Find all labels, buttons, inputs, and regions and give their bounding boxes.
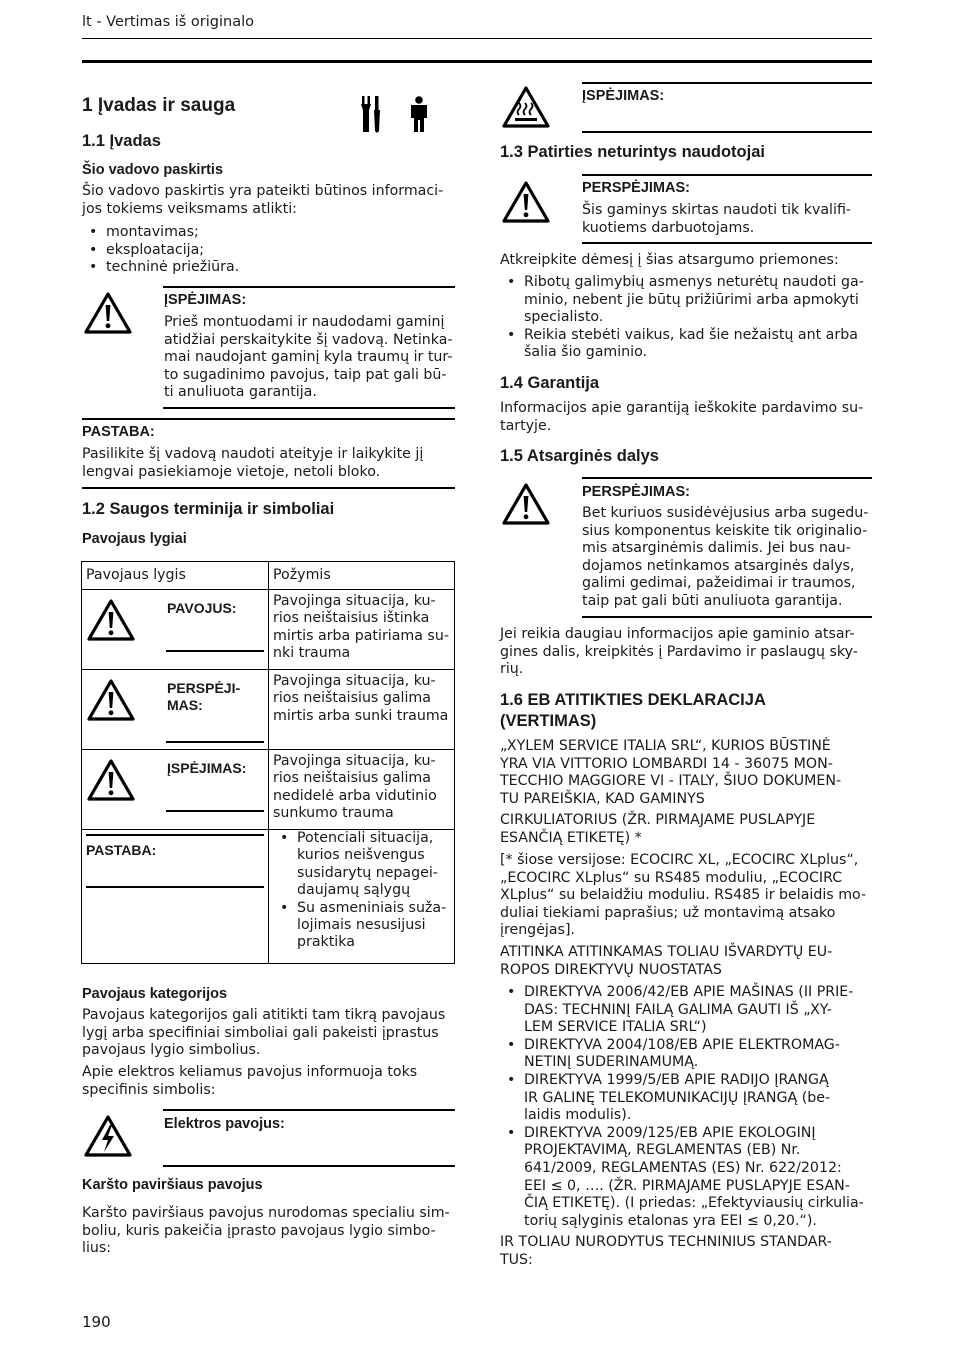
list-item: • DIREKTYVA 2004/108/EB APIE ELEKTROMAG- NETINĮ SUDERINAMUMĄ. [500,1037,872,1072]
level-rule [166,741,264,743]
level-description: Pavojinga situacija, ku- rios neištaisius galima nedidelė arba vidutinio sunkumo trauma [273,753,437,822]
electric-bottom-rule [163,1165,455,1167]
warning-bottom-rule [163,407,455,409]
section-1-4-title: 1.4 Garantija [500,374,600,392]
person-icon [408,96,430,134]
list-item: • eksploatacija; [82,242,454,260]
hot-surface-icon [501,85,551,129]
electrical-hazard-icon [83,1114,133,1158]
precautions-intro: Atkreipkite dėmesį į šias atsargumo priemones: [500,252,839,268]
note-rule [86,886,264,888]
subheading-hazard-levels: Pavojaus lygiai [82,531,187,547]
level-description: Pavojinga situacija, ku- rios neištaisius galima mirtis arba sunki trauma [273,673,449,724]
caution-triangle-icon [501,180,551,224]
level-description: Pavojinga situacija, ku- rios neištaisius ištinka mirtis arba patiriama su- nki trauma [273,593,449,662]
declaration-p3: [* šiose versijose: ECOCIRC XL, „ECOCIRC XLplus“, „ECOCIRC XLplus“ su RS485 moduliu, „ECOCIRC XLplus“ su belaidžiu moduliu. RS485 ir belaidis mo- duliai tiekiami paprašius; už montavimą atsako įrengėjas]. [500,852,867,939]
caution-bottom-rule [582,242,872,244]
danger-triangle-icon [86,598,136,642]
note-rule [86,834,264,836]
list-item: • Su asmeniniais suža- lojimais nesusijusi praktika [273,900,454,952]
level-description-list [269,830,454,952]
tools-icon [360,96,384,134]
section-1-1-title: 1.1 Įvadas [82,132,161,150]
caution-top-rule [582,174,872,176]
hot-top-rule [582,82,872,84]
list-item: • techninė priežiūra. [82,259,454,277]
note-bottom-rule [82,487,455,489]
caution-text: Šis gaminys skirtas naudoti tik kvalifi- kuotiems darbuotojams. [582,202,851,236]
level-rule [166,650,264,652]
subheading-purpose: Šio vadovo paskirtis [82,162,224,178]
list-item: • montavimas; [82,224,454,242]
list-item: • Reikia stebėti vaikus, kad šie nežaistų ant arba šalia šio gaminio. [500,327,872,362]
hot-label: ĮSPĖJIMAS: [582,88,665,104]
table-header-row [82,562,455,590]
purpose-paragraph: Šio vadovo paskirtis yra pateikti būtinos informaci- jos tokiems veiksmams atlikti: [82,183,444,217]
list-item: • DIREKTYVA 2009/125/EB APIE EKOLOGINĮ PROJEKTAVIMĄ, REGLAMENTAS (EB) Nr. 641/2009, REGLAMENTAS (ES) Nr. 622/2012: EEI ≤ 0, …. (ŽR. PIRMAJAME PUSLAPYJE ESAN- ČIĄ ETIKETĘ). (I priedas: „Efektyviausių cirkulia- torių sąlyginis etalonas yra EEI ≤ 0,20.“). [500,1125,872,1231]
parts-paragraph: Jei reikia daugiau informacijos apie gaminio atsar- gines dalis, kreipkitės į Pardavimo ir paslaugų sky- rių. [500,626,858,678]
header-rule [82,38,872,39]
hot-bottom-rule [582,131,872,133]
table-row [82,750,455,830]
level-label: ĮSPĖJIMAS: [167,760,247,776]
purpose-list [82,224,454,277]
caution-triangle-icon [501,482,551,526]
declaration-p5: IR TOLIAU NURODYTUS TECHNINIUS STANDAR- TUS: [500,1234,832,1268]
chapter-title: 1 Įvadas ir sauga [82,95,236,116]
note-text: Pasilikite šį vadovą naudoti ateityje ir laikykite jį lengvai pasiekiamoje vietoje, netoli bloko. [82,446,424,480]
caution-label: PERSPĖJIMAS: [582,180,690,196]
precautions-list [500,274,872,362]
hazard-levels-table [81,561,455,964]
section-1-6-title: 1.6 EB ATITIKTIES DEKLARACIJA (VERTIMAS) [500,691,766,730]
page-number: 190 [82,1313,111,1331]
list-item: • Ribotų galimybių asmenys neturėtų naudoti ga- minio, nebent jie būtų prižiūrimi arba apmokyti specialisto. [500,274,872,327]
subheading-hot-surface: Karšto paviršiaus pavojus [82,1177,263,1193]
section-1-5-title: 1.5 Atsarginės dalys [500,447,659,465]
warning-triangle-icon [86,758,136,802]
level-rule [166,810,264,812]
list-item: • Potenciali situacija, kurios neišvengus susidarytų nepagei- daujamų sąlygų [273,830,454,900]
caution-triangle-icon [86,678,136,722]
directives-list [500,984,872,1230]
warranty-paragraph: Informacijos apie garantiją ieškokite pardavimo su- tartyje. [500,400,864,434]
note-label: PASTABA: [82,424,155,440]
electric-label: Elektros pavojus: [164,1116,285,1132]
level-label: PAVOJUS: [167,600,237,616]
electric-top-rule [163,1109,455,1111]
table-header-cell: Pavojaus lygis [86,567,186,583]
subheading-hazard-categories: Pavojaus kategorijos [82,986,228,1002]
table-row [82,590,455,670]
top-thick-rule [82,60,872,63]
warning-top-rule [163,286,455,288]
section-1-2-title: 1.2 Saugos terminija ir simboliai [82,500,335,518]
table-row [82,830,455,964]
level-label: PERSPĖJI- MAS: [167,680,241,713]
table-row [82,670,455,750]
parts-caution-text: Bet kuriuos susidėvėjusius arba sugedu- sius komponentus keiskite tik originalio- mis atsarginėmis dalimis. Jei bus nau- dojamos netinkamos atsarginės dalys, galimi gedimai, pažeidimai ir traumos, taip pat gali būti anuliuota garantija. [582,505,869,609]
declaration-p4: ATITINKA ATITINKAMAS TOLIAU IŠVARDYTŲ EU- ROPOS DIREKTYVŲ NUOSTATAS [500,944,833,978]
running-header: lt - Vertimas iš originalo [82,14,254,30]
warning-triangle-icon [83,291,133,335]
parts-caution-bottom-rule [582,616,872,618]
note-top-rule [82,418,455,420]
categories-paragraph: Pavojaus kategorijos gali atitikti tam tikrą pavojaus lygį arba specifiniai simboliai gali pakeisti įprastus pavojaus lygio simbolius. [82,1007,446,1059]
declaration-p1: „XYLEM SERVICE ITALIA SRL“, KURIOS BŪSTINĖ YRA VIA VITTORIO LOMBARDI 14 - 36075 MON- TECCHIO MAGGIORE VI - ITALY, ŠIUO DOKUMEN- TU PAREIŠKIA, KAD GAMINYS [500,738,842,807]
declaration-p2: CIRKULIATORIUS (ŽR. PIRMAJAME PUSLAPYJE ESANČIĄ ETIKETĘ) * [500,812,816,846]
table-header-cell: Požymis [273,567,331,583]
electric-intro-paragraph: Apie elektros keliamus pavojus informuoja toks specifinis simbolis: [82,1064,418,1098]
parts-caution-label: PERSPĖJIMAS: [582,484,690,500]
warning-text: Prieš montuodami ir naudodami gaminį atidžiai perskaitykite šį vadovą. Netinka- mai naudojant gaminį kyla traumų ir tur- to sugadinimo pavojus, taip pat gali bū- ti anuliuota garantija. [164,314,453,401]
level-label: PASTABA: [86,842,157,858]
section-1-3-title: 1.3 Patirties neturintys naudotojai [500,143,765,161]
list-item: • DIREKTYVA 1999/5/EB APIE RADIJO ĮRANGĄ IR GALINĘ TELEKOMUNIKACIJŲ ĮRANGĄ (be- laidis modulis). [500,1072,872,1125]
parts-caution-top-rule [582,477,872,479]
hot-surface-paragraph: Karšto paviršiaus pavojus nurodomas specialiu sim- boliu, kuris pakeičia įprasto pavojaus lygio simbo- lius: [82,1205,450,1257]
warning-label: ĮSPĖJIMAS: [164,292,247,308]
list-item: • DIREKTYVA 2006/42/EB APIE MAŠINAS (II PRIE- DAS: TECHNINĮ FAILĄ GALIMA GAUTI IŠ „XY- LEM SERVICE ITALIA SRL“) [500,984,872,1037]
